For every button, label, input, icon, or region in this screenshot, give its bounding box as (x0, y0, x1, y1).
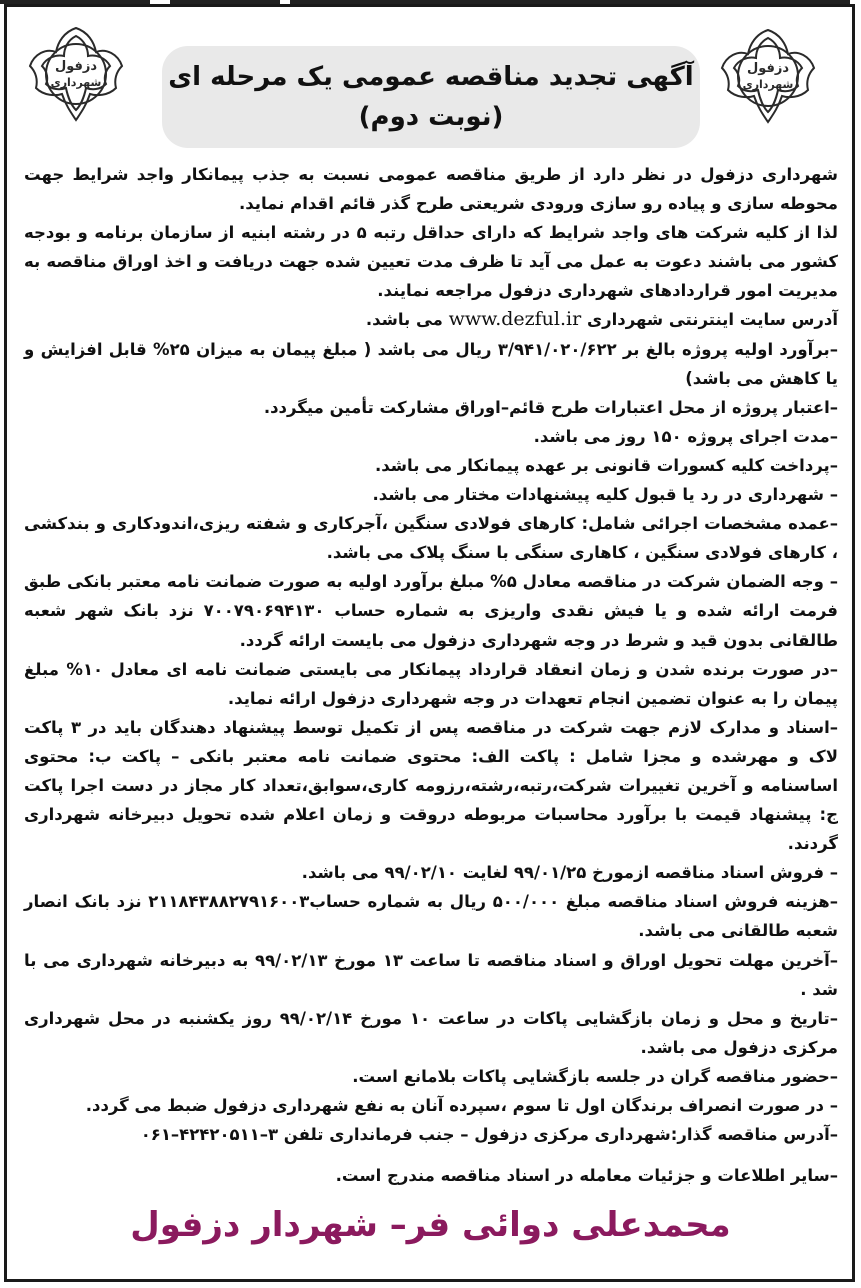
website-line (24, 305, 838, 334)
mayor-signature: محمدعلی دوائی فر– شهردار دزفول (130, 1205, 731, 1245)
invite-paragraph: لذا از کلیه شرکت های واجد شرایط که دارای حداقل رتبه ۵ در رشته ابنیه از سازمان برنامه و بودجه کشور می باشند دعوت به عمل می آید تا ظرف مدت تعیین شده جهت دریافت و اخذ اوراق مناقصه به مدیریت امور قراردادهای شهرداری دزفول مراجعه نمایند. (24, 223, 838, 301)
logo-text-2: شهرداری (742, 78, 794, 91)
page-title: آگهی تجدید مناقصه عمومی یک مرحله ای (168, 62, 694, 92)
list-item: –آخرین مهلت تحویل اوراق و اسناد مناقصه تا ساعت ۱۳ مورخ ۹۹/۰۲/۱۳ به دبیرخانه شهرداری می با شد . (24, 950, 838, 999)
list-item: – شهرداری در رد یا قبول کلیه پیشنهادات مختار می باشد. (372, 485, 838, 505)
list-item: – وجه الضمان شرکت در مناقصه معادل ۵% مبلغ برآورد اولیه به صورت ضمانت نامه معتبر بانکی طبق فرمت ارائه شده و یا فیش نقدی واریزی به شماره حساب ۷۰۰۷۹۰۶۹۴۱۳۰ نزد بانک شهر شعبه طالقانی بدون قید و شرط در وجه شهرداری دزفول می بایست ارائه گردد. (24, 572, 838, 650)
closing-line: –سایر اطلاعات و جزئیات معامله در اسناد مناقصه مندرج است. (335, 1166, 838, 1186)
website-suffix: می باشد. (365, 310, 443, 330)
website-link[interactable]: www.dezful.ir (448, 308, 582, 331)
list-item: – در صورت انصراف برندگان اول تا سوم ،سپرده آنان به نفع شهرداری دزفول ضبط می گردد. (85, 1096, 838, 1115)
list-item: –آدرس مناقصه گذار:شهرداری مرکزی دزفول – جنب فرمانداری تلفن ۳–۴۲۴۲۰۵۱۱–۰۶۱ (140, 1125, 838, 1145)
municipality-logo-left (24, 22, 128, 126)
announcement-body (24, 160, 838, 1190)
logo-text-1: دزفول (54, 59, 98, 74)
list-item: –پرداخت کلیه کسورات قانونی بر عهده پیمانکار می باشد. (374, 455, 838, 475)
logo-text-2: شهرداری (50, 76, 102, 89)
list-item: –مدت اجرای پروژه ۱۵۰ روز می باشد. (533, 426, 838, 446)
list-item: –برآورد اولیه پروژه بالغ بر ۳/۹۴۱/۰۲۰/۶۲۲ ریال می باشد ( مبلغ پیمان به میزان ۲۵% قابل افزایش و یا کاهش می باشد) (24, 339, 839, 388)
website-prefix: آدرس سایت اینترنتی شهرداری (586, 310, 838, 330)
page-subtitle: (نوبت دوم) (358, 102, 504, 132)
list-item: –عمده مشخصات اجرائی شامل: کارهای فولادی سنگین ،آجرکاری و شفته ریزی،اندودکاری و بندکشی ، کارهای فولادی سنگین ، کاهاری سنگی با سنگ پلاک می باشد. (24, 514, 838, 563)
municipality-logo-right (716, 24, 820, 128)
title-box (162, 46, 700, 148)
list-item: –حضور مناقصه گران در جلسه بازگشایی پاکات بلامانع است. (352, 1066, 838, 1086)
spacer (24, 1149, 838, 1161)
intro-paragraph: شهرداری دزفول در نظر دارد از طریق مناقصه عمومی نسبت به جذب پیمانکار واجد شرایط جهت محوطه سازی و پیاده رو سازی ورودی شریعتی طرح گذر قائم اقدام نماید. (24, 165, 838, 214)
list-item: –اعتبار پروژه از محل اعتبارات طرح قائم–اوراق مشارکت تأمین میگردد. (263, 397, 838, 417)
list-item: –اسناد و مدارک لازم جهت شرکت در مناقصه پس از تکمیل توسط پیشنهاد دهندگان باید در ۳ پاکت لاک و مهرشده و مجزا شامل : پاکت الف: محتوی ضمانت نامه معتبر بانکی – پاکت ب: محتوی اساسنامه و آخرین تغییرات شرکت،رتبه،رشته،رزومه کاری،سوابق،تعداد کار مجاز در دست اجرا پاکت ج: پیشنهاد قیمت با برآورد محاسبات مربوطه دروقت و زمان اعلام شده تحویل دبیرخانه شهرداری گردند. (24, 717, 838, 854)
list-item: – فروش اسناد مناقصه ازمورخ ۹۹/۰۱/۲۵ لغایت ۹۹/۰۲/۱۰ می باشد. (301, 863, 838, 883)
logo-text-1: دزفول (746, 61, 790, 76)
list-item: –در صورت برنده شدن و زمان انعقاد قرارداد پیمانکار می بایستی ضمانت نامه ای معادل ۱۰% مبلغ پیمان را به عنوان تضمین انجام تعهدات در وجه شهرداری دزفول ارائه نماید. (24, 659, 839, 708)
list-item: –هزینه فروش اسناد مناقصه مبلغ ۵۰۰/۰۰۰ ریال به شماره حساب۲۱۱۸۴۳۸۸۲۷۹۱۶۰۰۳ نزد بانک انصار شعبه طالقانی می باشد. (24, 892, 838, 941)
list-item: –تاریخ و محل و زمان بازگشایی پاکات در ساعت ۱۰ مورخ ۹۹/۰۲/۱۴ روز یکشنبه در محل شهرداری مرکزی دزفول می باشد. (24, 1008, 839, 1057)
